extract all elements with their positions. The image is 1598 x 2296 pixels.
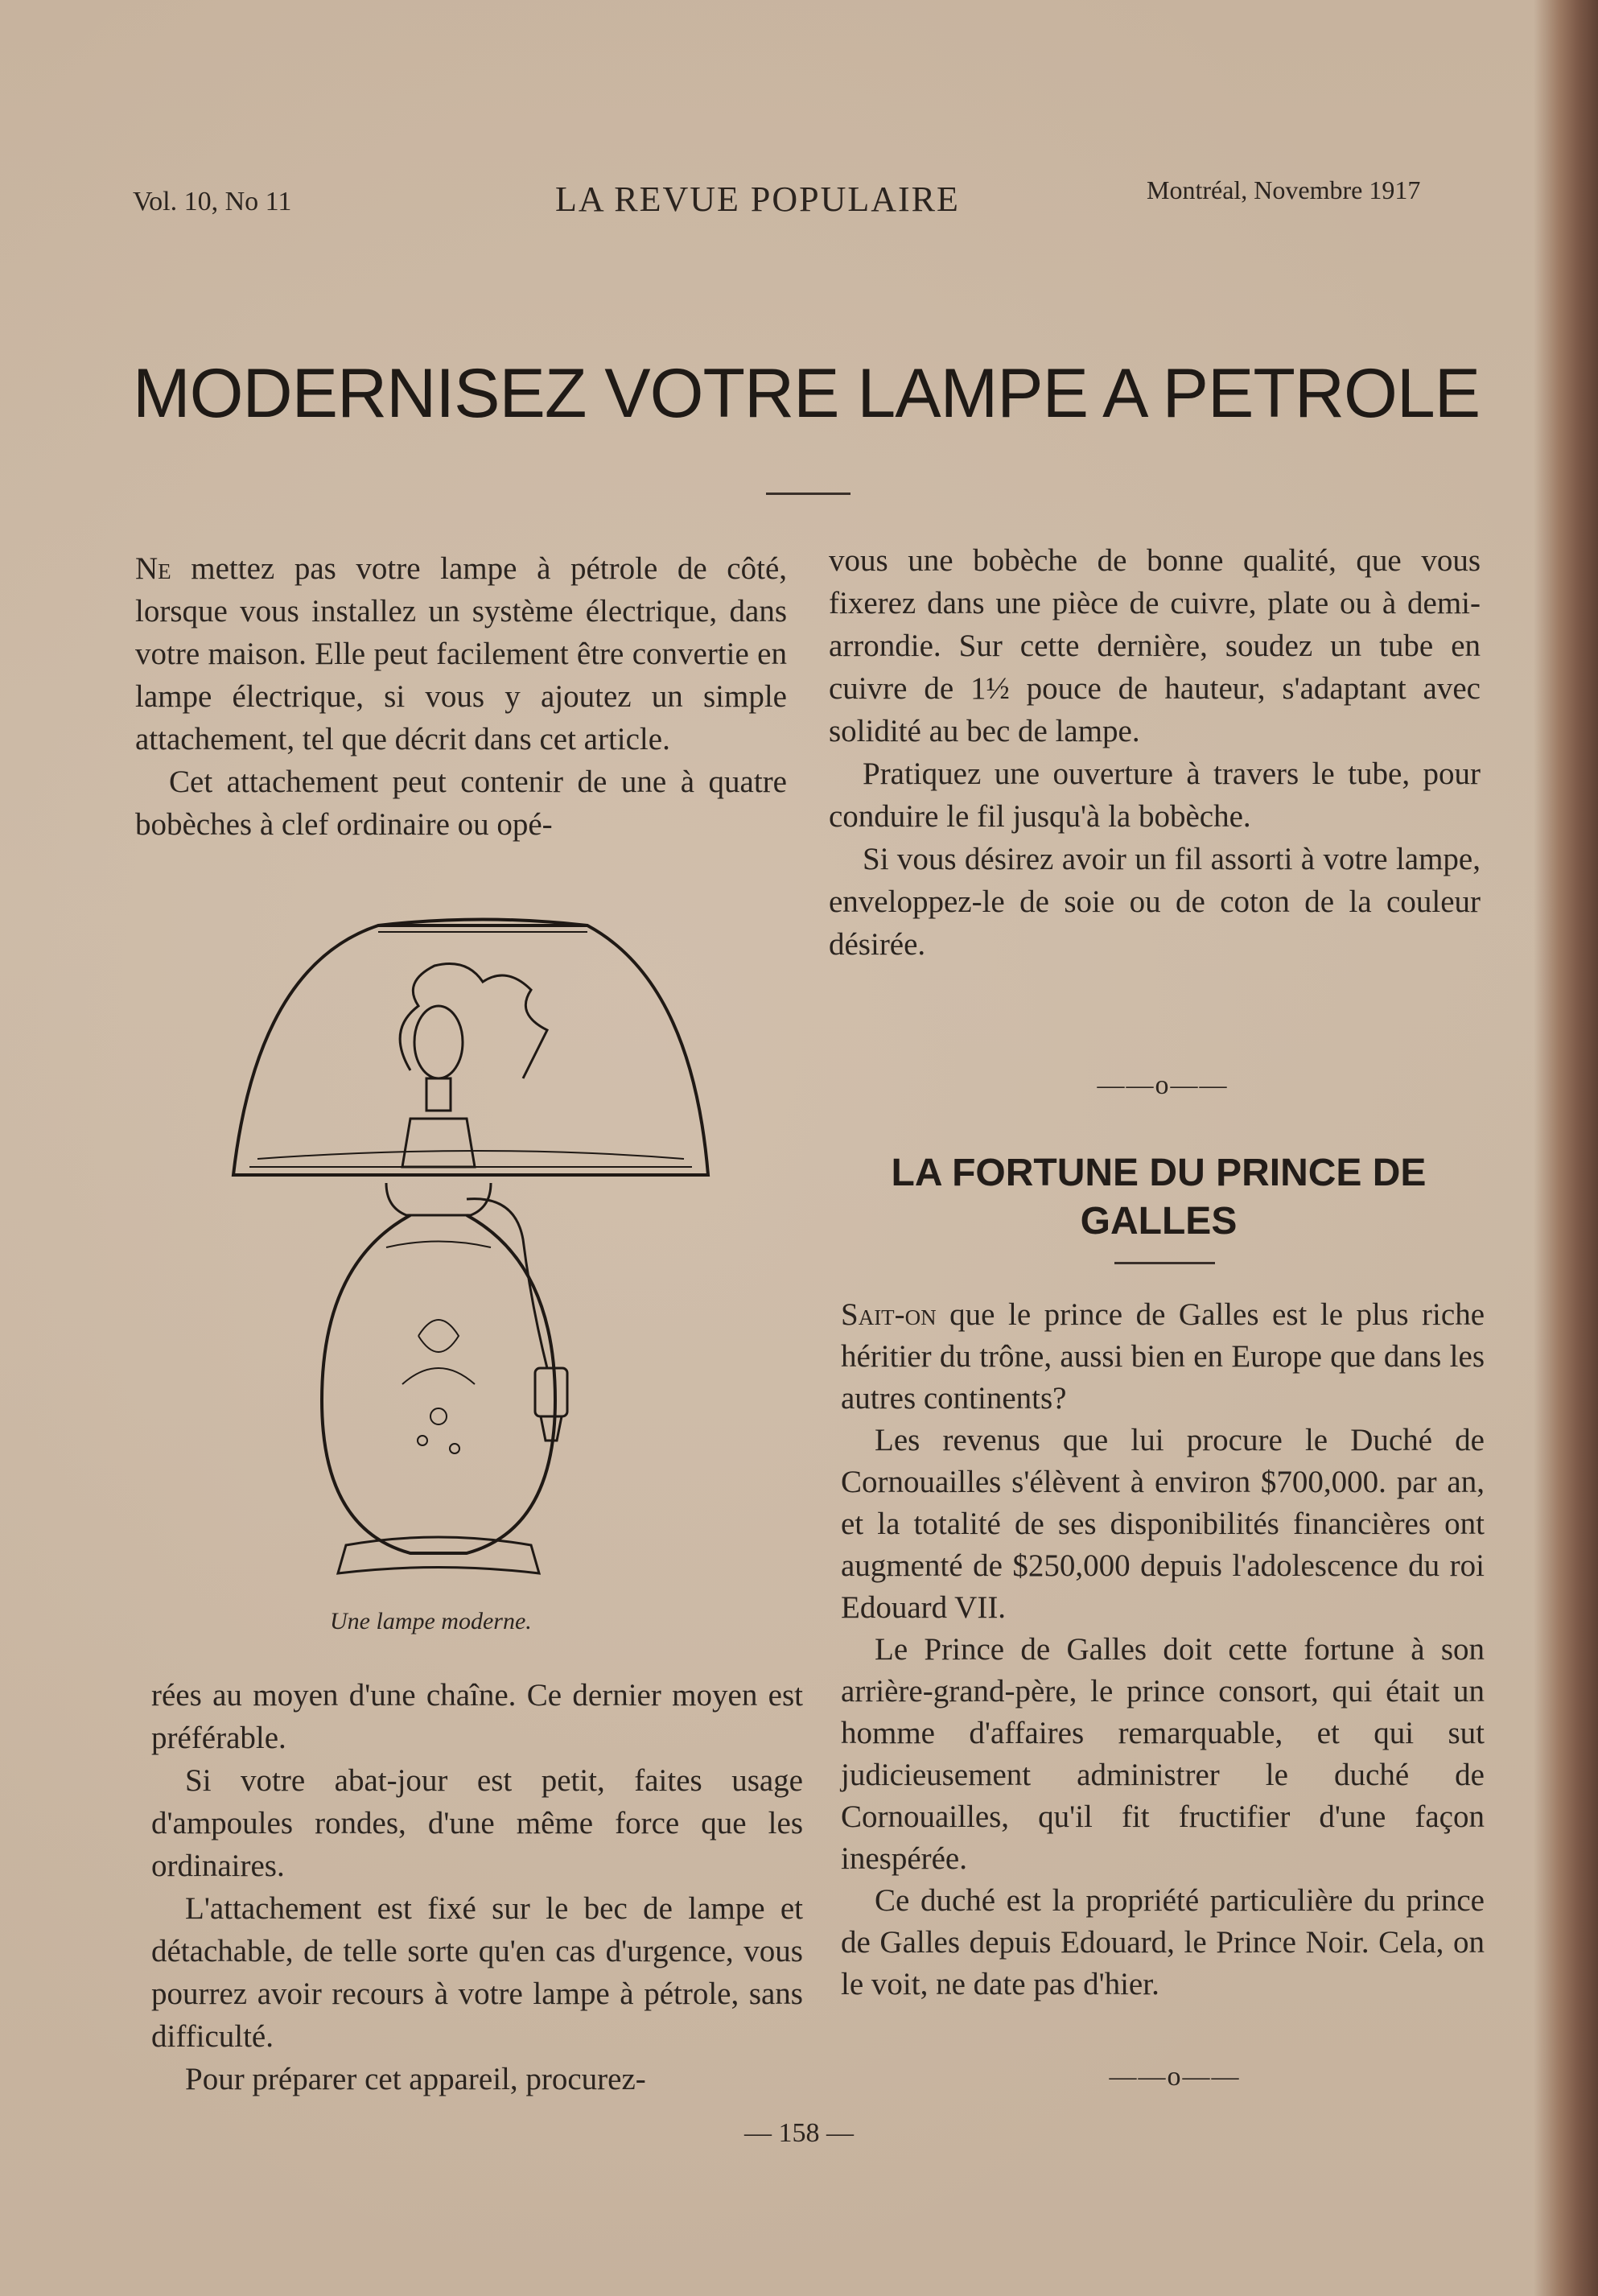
paragraph: rées au moyen d'une chaîne. Ce dernier moyen est préférable. [151, 1678, 803, 1755]
lamp-vase [322, 1215, 555, 1553]
paragraph: Pratiquez une ouverture à travers le tube, pour conduire le fil jusqu'à la bobèche. [829, 756, 1481, 834]
illustration-caption: Une lampe moderne. [330, 1608, 532, 1634]
plug-icon [535, 1368, 567, 1416]
paragraph: Le Prince de Galles doit cette fortune à son arrière-grand-père, le prince consort, qui était un homme d'affaires remarquable, et qui sut judicieusement administrer le duché de Cornouailles, qu'il fit fructifier d'une façon inespérée. [841, 1632, 1485, 1876]
article1-col1-bottom [151, 1674, 803, 2100]
paragraph: Ne mettez pas votre lampe à pétrole de côté, lorsque vous installez un système électrique, dans votre maison. Elle peut facilement être convertie en lampe électrique, si vous y ajoutez un simple attachement, tel que décrit dans cet article. [135, 551, 787, 756]
article1-col1-top [135, 547, 787, 846]
section-separator: ——o—— [1109, 2062, 1241, 2092]
paragraph: Cet attachement peut contenir de une à quatre bobèches à clef ordinaire ou opé- [135, 765, 787, 842]
lamp-illustration [225, 917, 740, 1593]
drop-cap: Sait-on [841, 1297, 937, 1332]
paragraph: Sait-on que le prince de Galles est le plus riche héritier du trône, aussi bien en Europe que dans les autres continents? [841, 1297, 1485, 1416]
page-number: — 158 — [744, 2118, 854, 2148]
section-separator: ——o—— [1097, 1070, 1229, 1100]
publication-name: LA REVUE POPULAIRE [555, 179, 960, 219]
drop-cap: Ne [135, 551, 171, 586]
paragraph: Les revenus que lui procure le Duché de Cornouailles s'élèvent à environ $700,000. par an, et la totalité de ses disponibilités financières ont augmenté de $250,000 depuis l'adolescence du roi Edouard VII. [841, 1423, 1485, 1625]
paragraph: L'attachement est fixé sur le bec de lampe et détachable, de telle sorte qu'en cas d'urgence, vous pourrez avoir recours à votre lampe à pétrole, sans difficulté. [151, 1891, 803, 2054]
subtitle-rule [1114, 1262, 1215, 1264]
paragraph: Pour préparer cet appareil, procurez- [185, 2062, 646, 2096]
paragraph: Ce duché est la propriété particulière du prince de Galles depuis Edouard, le Prince Noir. Cela, on le voit, ne date pas d'hier. [841, 1883, 1485, 2001]
dateline: Montréal, Novembre 1917 [1147, 175, 1421, 204]
paragraph: Si vous désirez avoir un fil assorti à votre lampe, enveloppez-le de soie ou de coton de la couleur désirée. [829, 842, 1481, 962]
article2-title: LA FORTUNE DU PRINCE DE GALLES [891, 1152, 1427, 1243]
paragraph: vous une bobèche de bonne qualité, que vous fixerez dans une pièce de cuivre, plate ou à demi-arrondie. Sur cette dernière, soudez un tube en cuivre de 1½ pouce de hauteur, s'adaptant avec solidité au bec de lampe. [829, 543, 1481, 748]
paragraph: Si votre abat-jour est petit, faites usage d'ampoules rondes, d'une même force que les ordinaires. [151, 1763, 803, 1883]
title-rule [766, 493, 850, 495]
page-spine-shadow [1534, 0, 1598, 2296]
article2-body [841, 1294, 1485, 2005]
volume-number: Vol. 10, No 11 [133, 187, 292, 216]
bulb-icon [414, 1006, 463, 1078]
article1-col2 [829, 539, 1481, 966]
article-title: MODERNISEZ VOTRE LAMPE A PETROLE [133, 355, 1481, 432]
